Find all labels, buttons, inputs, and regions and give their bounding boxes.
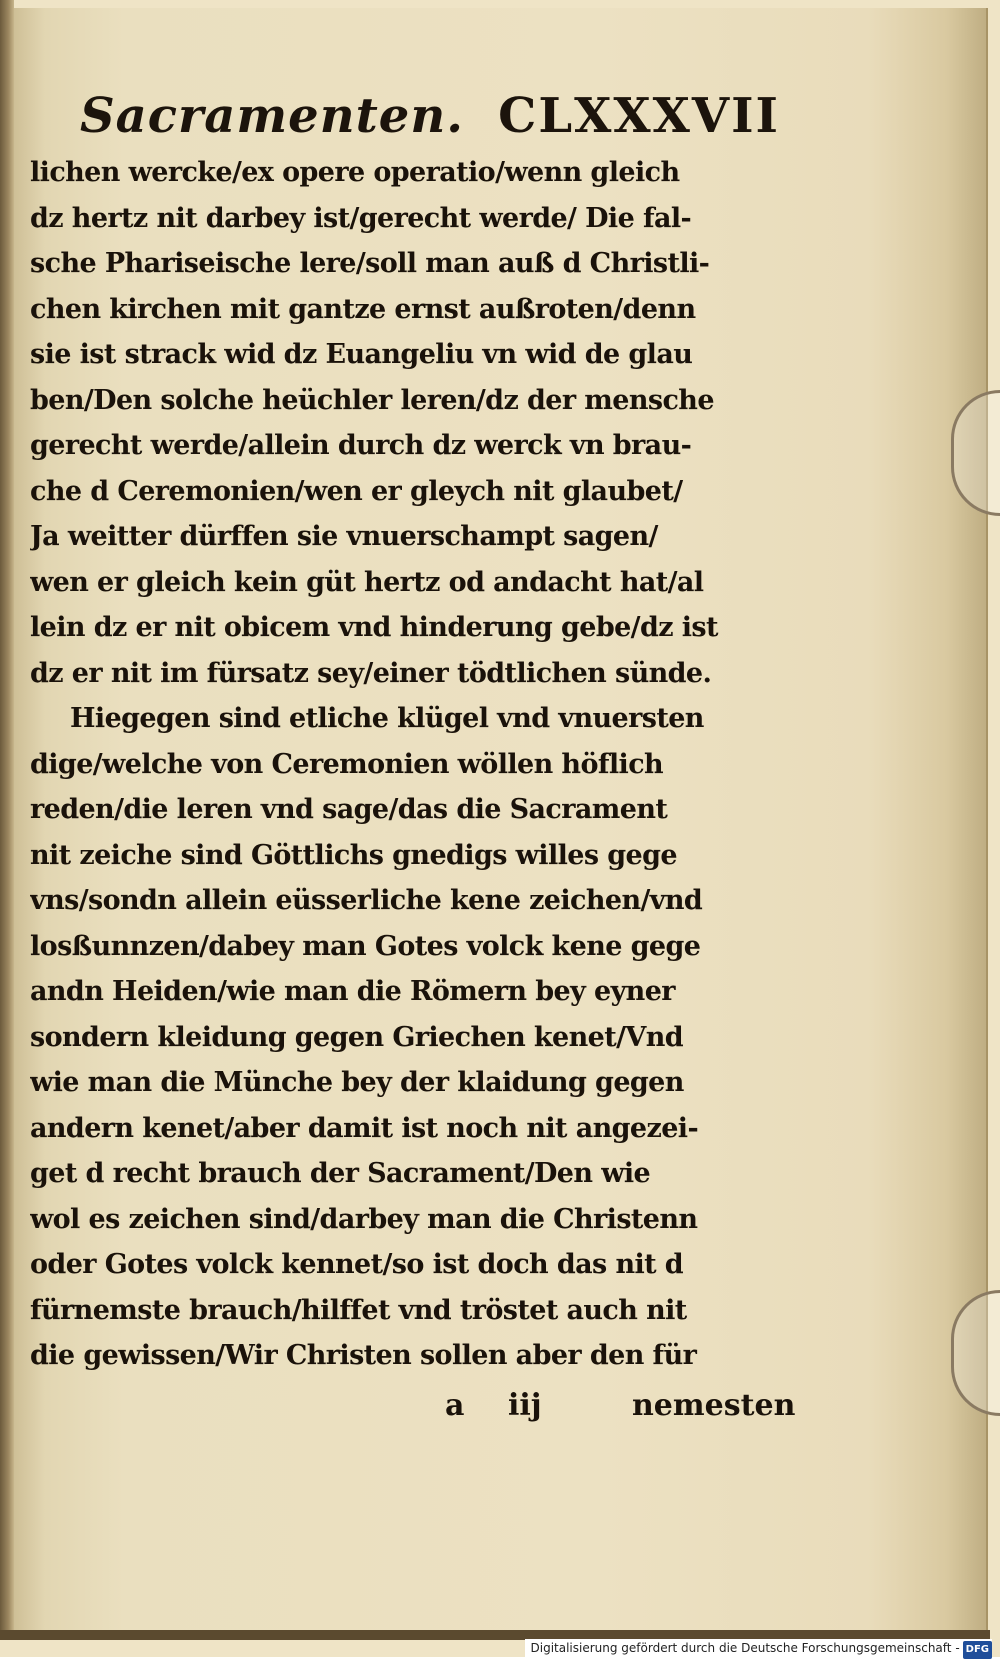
dfg-logo-icon: DFG xyxy=(963,1641,992,1659)
text-line: sondern kleidung gegen Griechen kenet/Vnd xyxy=(30,1021,683,1053)
text-line: dz er nit im fürsatz sey/einer tödtlichen sünde. xyxy=(30,657,712,689)
signature-mark: a xyxy=(445,1388,465,1423)
page-footer xyxy=(0,1388,800,1438)
text-line: fürnemste brauch/hilffet vnd tröstet auch nit xyxy=(30,1294,687,1326)
text-line: vns/sondn allein eüsserliche kene zeichen/vnd xyxy=(30,885,703,916)
text-line: lein dz er nit obicem vnd hinderung gebe/dz ist xyxy=(30,612,718,643)
text-line: che d Ceremonien/wen er gleych nit glaubet/ xyxy=(30,475,683,507)
running-header xyxy=(80,88,780,150)
credit-text: Digitalisierung gefördert durch die Deutsche Forschungsgemeinschaft - xyxy=(530,1641,960,1655)
text-line: ben/Den solche heüchler leren/dz der mensche xyxy=(30,384,714,416)
text-line: Ja weitter dürffen sie vnuerschampt sagen/ xyxy=(30,521,658,552)
text-line: wen er gleich kein güt hertz od andacht hat/al xyxy=(30,566,704,598)
catchword: nemesten xyxy=(632,1388,796,1423)
text-line: die gewissen/Wir Christen sollen aber den für xyxy=(30,1340,697,1371)
text-line: nit zeiche sind Göttlichs gnedigs willes gege xyxy=(30,839,677,871)
text-line: dige/welche von Ceremonien wöllen höflich xyxy=(30,748,664,780)
digitization-credit xyxy=(525,1639,993,1657)
text-line: andn Heiden/wie man die Römern bey eyner xyxy=(30,976,675,1007)
text-line: lichen wercke/ex opere operatio/wenn gleich xyxy=(30,157,680,188)
text-line: get d recht brauch der Sacrament/Den wie xyxy=(30,1158,651,1189)
text-line: chen kirchen mit gantze ernst außroten/denn xyxy=(30,293,696,325)
text-line: andern kenet/aber damit ist noch nit angezei‑ xyxy=(30,1112,699,1144)
text-line: sche Phariseische lere/soll man auß d Christli‑ xyxy=(30,248,710,279)
text-line: losßunnzen/dabey man Gotes volck kene gege xyxy=(30,930,701,962)
text-line: sie ist strack wid dz Euangeliu vn wid de glau xyxy=(30,339,693,370)
text-line: wie man die Münche bey der klaidung gegen xyxy=(30,1067,684,1098)
running-title: Sacramenten. xyxy=(80,88,464,144)
signature-page-number: iij xyxy=(508,1388,542,1423)
text-line: gerecht werde/allein durch dz werck vn brau‑ xyxy=(30,430,692,461)
folio-number: CLXXXVII xyxy=(498,88,780,144)
body-text xyxy=(30,150,790,1379)
text-line: oder Gotes volck kennet/so ist doch das nit d xyxy=(30,1249,684,1280)
text-line: reden/die leren vnd sage/das die Sacrament xyxy=(30,794,668,825)
text-line: wol es zeichen sind/darbey man die Christenn xyxy=(30,1203,698,1235)
text-line: Hiegegen sind etliche klügel vnd vnuersten xyxy=(70,703,704,734)
text-line: dz hertz nit darbey ist/gerecht werde/ Die fal‑ xyxy=(30,202,692,234)
